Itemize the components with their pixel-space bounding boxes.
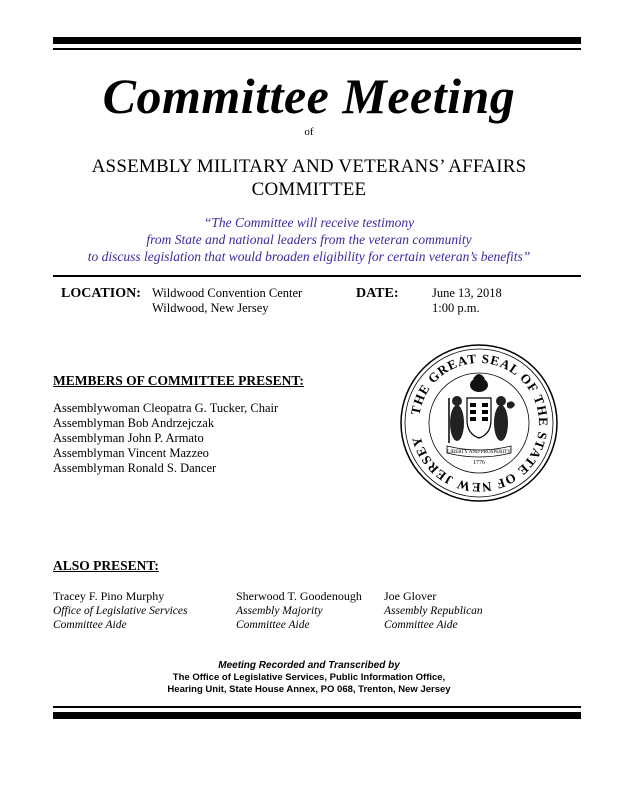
bottom-rule-thin xyxy=(53,706,581,708)
staff-role: Office of Legislative Services xyxy=(53,605,188,617)
credit-line3: Hearing Unit, State House Annex, PO 068, Trenton, New Jersey xyxy=(167,684,451,695)
seal-ring-text: THE GREAT SEAL OF THE STATE OF NEW JERSEY xyxy=(407,350,552,496)
staff-role: Committee Aide xyxy=(384,619,458,631)
also-present-heading: ALSO PRESENT: xyxy=(53,558,159,573)
member-item: Assemblyman Ronald S. Dancer xyxy=(53,461,217,475)
location-line2: Wildwood, New Jersey xyxy=(152,301,269,315)
staff-name: Joe Glover xyxy=(384,589,437,603)
state-seal-graphic xyxy=(399,343,559,503)
top-rule-thin xyxy=(53,48,581,50)
state-seal xyxy=(399,343,559,508)
staff-role: Assembly Majority xyxy=(236,605,323,617)
staff-item xyxy=(384,589,483,632)
staff-role: Committee Aide xyxy=(53,619,127,631)
of-label: of xyxy=(304,126,314,138)
date-value xyxy=(432,286,502,316)
members-heading: MEMBERS OF COMMITTEE PRESENT: xyxy=(53,373,304,388)
staff-item xyxy=(236,589,362,632)
location-value xyxy=(152,286,302,316)
meeting-time: 1:00 p.m. xyxy=(432,301,480,315)
meeting-purpose xyxy=(0,214,618,265)
committee-name xyxy=(0,155,618,201)
committee-name-line2: COMMITTEE xyxy=(251,179,367,200)
member-item: Assemblyman John P. Armato xyxy=(53,431,204,445)
purpose-line: from State and national leaders from the veteran community xyxy=(146,232,472,247)
top-rule-thick xyxy=(53,37,581,44)
committee-name-line1: ASSEMBLY MILITARY AND VETERANS’ AFFAIRS xyxy=(91,156,527,177)
staff-role: Assembly Republican xyxy=(384,605,483,617)
member-item: Assemblyman Bob Andrzejczak xyxy=(53,416,215,430)
date-label: DATE: xyxy=(356,286,399,301)
document-title: Committee Meeting xyxy=(102,68,516,124)
member-item: Assemblyman Vincent Mazzeo xyxy=(53,446,209,460)
seal-year: 1776 xyxy=(473,460,485,466)
section-rule xyxy=(53,275,581,277)
staff-role: Committee Aide xyxy=(236,619,310,631)
purpose-line: to discuss legislation that would broaden eligibility for certain veteran’s benefits” xyxy=(87,249,531,264)
purpose-line: “The Committee will receive testimony xyxy=(203,215,415,230)
meeting-date: June 13, 2018 xyxy=(432,286,502,300)
staff-item xyxy=(53,589,187,632)
credit-line2: The Office of Legislative Services, Public Information Office, xyxy=(172,672,446,683)
seal-motto: LIBERTY AND PROSPERITY xyxy=(447,450,511,455)
member-item: Assemblywoman Cleopatra G. Tucker, Chair xyxy=(53,401,279,415)
location-label: LOCATION: xyxy=(61,286,141,301)
staff-name: Sherwood T. Goodenough xyxy=(236,589,362,603)
bottom-rule-thick xyxy=(53,712,581,719)
members-list xyxy=(53,401,278,476)
transcription-credit xyxy=(0,660,618,696)
location-line1: Wildwood Convention Center xyxy=(152,286,303,300)
staff-name: Tracey F. Pino Murphy xyxy=(53,589,165,603)
credit-line1: Meeting Recorded and Transcribed by xyxy=(218,660,400,671)
